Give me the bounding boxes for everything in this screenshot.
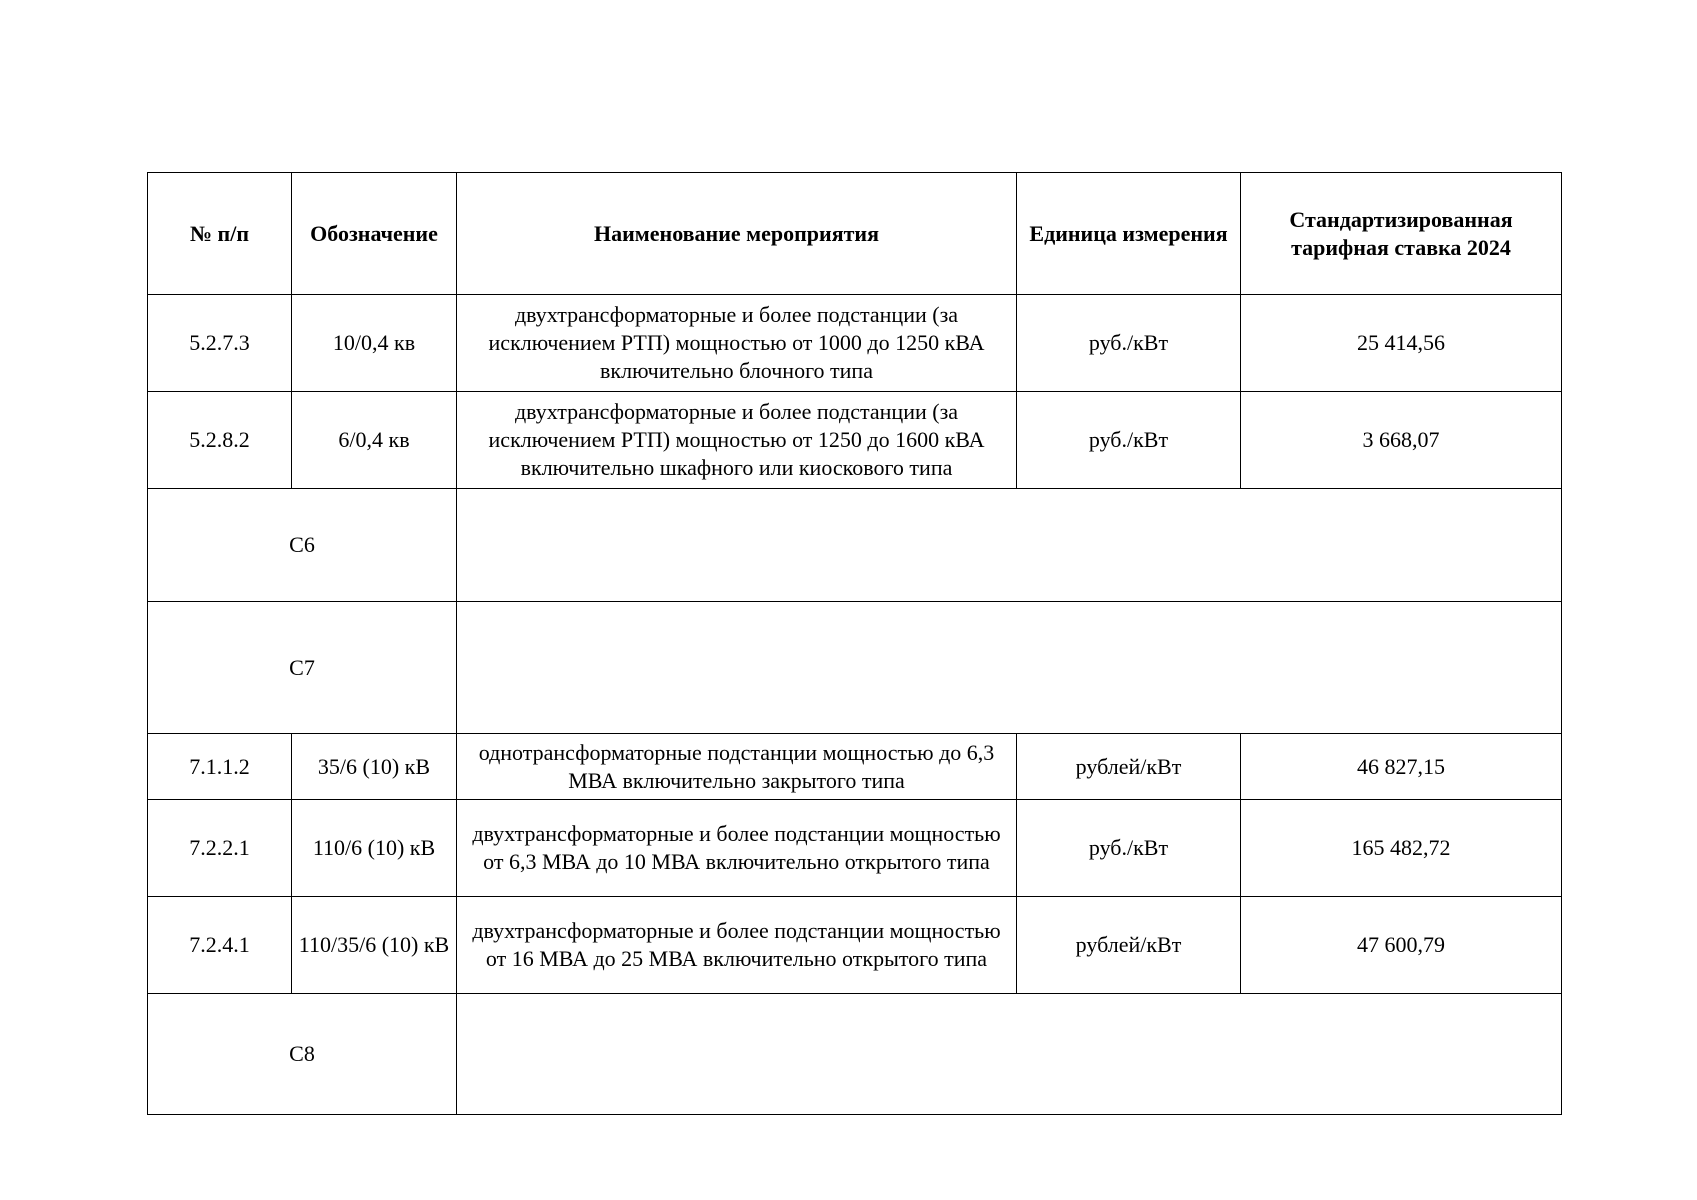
cell-name: двухтрансформаторные и более подстанции мощностью от 16 МВА до 25 МВА включительно открытого типа (457, 897, 1017, 994)
table-row (148, 800, 1562, 897)
header-name: Наименование мероприятия (457, 173, 1017, 295)
cell-unit: руб./кВт (1017, 392, 1241, 489)
cell-rate: 46 827,15 (1241, 734, 1562, 800)
cell-num: 7.2.2.1 (148, 800, 292, 897)
group-label: С8 (148, 994, 457, 1115)
header-rate: Стандартизированная тарифная ставка 2024 (1241, 173, 1562, 295)
cell-designation: 10/0,4 кв (292, 295, 457, 392)
table-row (148, 734, 1562, 800)
header-num: № п/п (148, 173, 292, 295)
group-empty-cell (457, 994, 1562, 1115)
group-empty-cell (457, 602, 1562, 734)
cell-rate: 3 668,07 (1241, 392, 1562, 489)
table-header-row (148, 173, 1562, 295)
cell-designation: 110/35/6 (10) кВ (292, 897, 457, 994)
cell-num: 7.2.4.1 (148, 897, 292, 994)
cell-rate: 165 482,72 (1241, 800, 1562, 897)
table-row (148, 392, 1562, 489)
cell-name: двухтрансформаторные и более подстанции (за исключением РТП) мощностью от 1250 до 1600 кВА включительно шкафного или киоскового типа (457, 392, 1017, 489)
cell-unit: рублей/кВт (1017, 897, 1241, 994)
cell-num: 5.2.8.2 (148, 392, 292, 489)
cell-designation: 110/6 (10) кВ (292, 800, 457, 897)
cell-rate: 25 414,56 (1241, 295, 1562, 392)
cell-rate: 47 600,79 (1241, 897, 1562, 994)
header-unit: Единица измерения (1017, 173, 1241, 295)
cell-unit: рублей/кВт (1017, 734, 1241, 800)
cell-name: двухтрансформаторные и более подстанции мощностью от 6,3 МВА до 10 МВА включительно открытого типа (457, 800, 1017, 897)
group-label: С7 (148, 602, 457, 734)
cell-designation: 35/6 (10) кВ (292, 734, 457, 800)
cell-name: однотрансформаторные подстанции мощностью до 6,3 МВА включительно закрытого типа (457, 734, 1017, 800)
table-row (148, 897, 1562, 994)
cell-unit: руб./кВт (1017, 800, 1241, 897)
group-row (148, 602, 1562, 734)
group-row (148, 489, 1562, 602)
cell-num: 7.1.1.2 (148, 734, 292, 800)
group-empty-cell (457, 489, 1562, 602)
cell-designation: 6/0,4 кв (292, 392, 457, 489)
group-label: С6 (148, 489, 457, 602)
table-row (148, 295, 1562, 392)
cell-name: двухтрансформаторные и более подстанции (за исключением РТП) мощностью от 1000 до 1250 кВА включительно блочного типа (457, 295, 1017, 392)
tariff-table (147, 172, 1562, 1115)
cell-unit: руб./кВт (1017, 295, 1241, 392)
group-row (148, 994, 1562, 1115)
header-designation: Обозначение (292, 173, 457, 295)
cell-num: 5.2.7.3 (148, 295, 292, 392)
